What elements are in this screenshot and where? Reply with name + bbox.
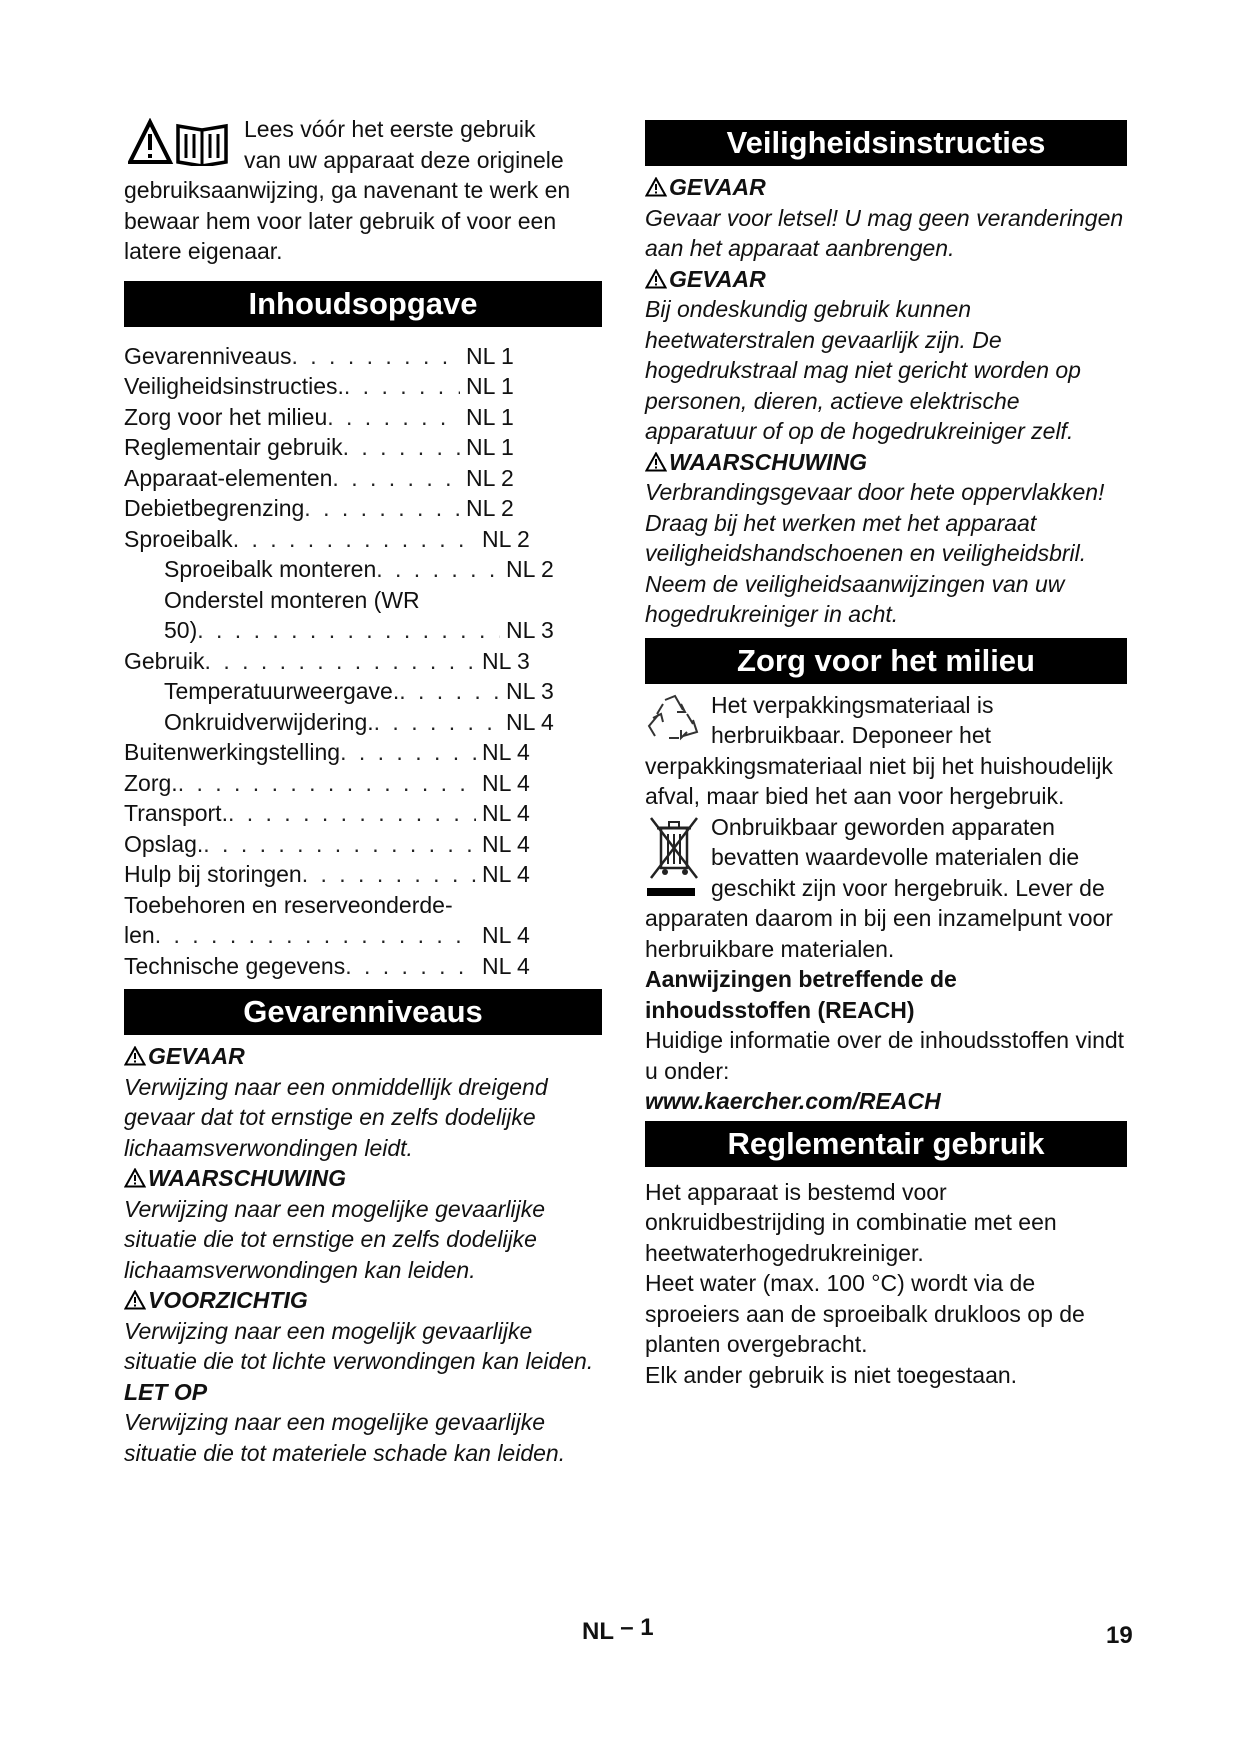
reach-title: Aanwijzingen betreffende de inhoudsstoffen (REACH) [645,966,957,1023]
environment-heading: Zorg voor het milieu [645,638,1127,684]
safety-text: Gevaar voor letsel! U mag geen veranderingen aan het apparaat aanbrengen. [645,204,1124,261]
left-column [124,114,602,1468]
intended-use-heading: Reglementair gebruik [645,1121,1127,1167]
right-column [645,114,1127,1390]
toc-item[interactable]: Veiligheidsinstructies. . . . NL 1 [124,371,528,402]
intended-use-p2: Heet water (max. 100 °C) wordt via de sproeiers aan de sproeibalk drukloos op de planten overgebracht. [645,1270,1085,1357]
toc-heading: Inhoudsopgave [124,281,602,327]
toc-item[interactable]: Transport. . . . NL 4 [124,798,544,829]
recycling-icon [645,692,703,748]
toc-item[interactable]: Sproeibalk . . . NL 2 [124,524,544,555]
toc-subitem[interactable]: Temperatuurweergave. . . . NL 3 [124,676,568,707]
toc-item[interactable]: Apparaat-elementen . . . NL 2 [124,463,528,494]
intro-text: gebruiksaanwijzing, ga navenant te werk en bewaar hem voor later gebruik of voor een latere eigenaar. [124,177,571,264]
toc-subitem[interactable]: Onkruidverwijdering. . . . NL 4 [124,707,568,738]
hazard-text-notice: Verwijzing naar een mogelijke gevaarlijke situatie die tot materiele schade kan leiden. [124,1409,566,1466]
toc-item[interactable]: Zorg voor het milieu . . . NL 1 [124,402,528,433]
toc-item[interactable]: Gebruik . . . NL 3 [124,646,544,677]
warning-triangle-icon [124,1168,146,1188]
crossed-bin-icon [645,814,703,898]
hazard-title-caution: VOORZICHTIG [124,1285,602,1316]
intended-use-section [645,1173,1127,1391]
intro-block [124,114,602,267]
safety-title-warning: WAARSCHUWING [645,447,1127,478]
safety-title-danger: GEVAAR [645,264,1127,295]
environment-section [645,690,1127,1117]
warning-manual-icon [128,118,238,166]
safety-extra-text: Draag bij het werken met het apparaat veiligheidshandschoenen en veiligheidsbril. Neem de veiligheidsaanwijzingen van uw hogedrukreiniger in acht. [645,509,1087,627]
reach-text: Huidige informatie over de inhoudsstoffen vindt u onder: [645,1027,1125,1084]
intro-line-1: Lees vóór het eerste gebruik [244,116,536,142]
hazard-text-caution: Verwijzing naar een mogelijk gevaarlijke situatie die tot lichte verwondingen kan leiden. [124,1317,594,1374]
warning-triangle-icon [645,269,667,289]
hazard-text-warning: Verwijzing naar een mogelijke gevaarlijke situatie die tot ernstige en zelfs dodelijke lichaamsverwondingen kan leiden. [124,1195,546,1283]
reach-link[interactable]: www.kaercher.com/REACH [645,1088,941,1114]
hazard-text-danger: Verwijzing naar een onmiddellijk dreigend gevaar dat tot ernstige en zelfs dodelijke lichaamsverwondingen leidt. [124,1073,548,1161]
intro-line-2: van uw apparaat deze originele [244,146,564,173]
toc-item[interactable]: Reglementair gebruik . . . NL 1 [124,432,528,463]
toc-subitem[interactable]: Sproeibalk monteren . . . NL 2 [124,554,568,585]
toc-item[interactable]: Zorg. . . . NL 4 [124,768,544,799]
hazard-title-danger: GEVAAR [124,1041,602,1072]
footer-section-label: NL – 1 [582,1614,654,1645]
warning-triangle-icon [124,1046,146,1066]
toc-item[interactable]: Opslag. . . . NL 4 [124,829,544,860]
hazard-title-warning: WAARSCHUWING [124,1163,602,1194]
toc-item[interactable]: Debietbegrenzing . . . NL 2 [124,493,528,524]
page-number: 19 [1106,1622,1133,1649]
safety-text: Verbrandingsgevaar door hete oppervlakken! [645,479,1105,505]
toc-subitem-line[interactable]: Onderstel monteren (WR [164,586,420,613]
table-of-contents [124,341,602,982]
hazard-levels-section [124,1041,602,1468]
disposal-paragraph: Onbruikbaar geworden apparaten bevatten waardevolle materialen die geschikt zijn voor hergebruik. Lever de apparaten daarom in bij een inzamelpunt voor herbruikbare materialen. [645,813,1113,962]
safety-text: Bij ondeskundig gebruik kunnen heetwaterstralen gevaarlijk zijn. De hogedrukstraal mag niet gericht worden op personen, dieren, actieve elektrische apparatuur of op de hogedrukreiniger zelf. [645,296,1081,444]
toc-item[interactable]: Buitenwerkingstelling . . . NL 4 [124,737,544,768]
warning-triangle-icon [645,452,667,472]
safety-heading: Veiligheidsinstructies [645,120,1127,166]
hazard-levels-heading: Gevarenniveaus [124,989,602,1035]
toc-item[interactable]: Gevarenniveaus . . . NL 1 [124,341,528,372]
warning-triangle-icon [124,1290,146,1310]
toc-item[interactable]: Technische gegevens . . . NL 4 [124,951,544,982]
toc-item-line[interactable]: Toebehoren en reserveonderde- [124,891,453,918]
packaging-paragraph: Het verpakkingsmateriaal is herbruikbaar. Deponeer het verpakkingsmateriaal niet bij het huishoudelijk afval, maar bied het aan voor hergebruik. [645,691,1113,809]
safety-title-danger: GEVAAR [645,172,1127,203]
toc-item[interactable]: Hulp bij storingen . . . NL 4 [124,859,544,890]
intended-use-p1: Het apparaat is bestemd voor onkruidbestrijding in combinatie met een heetwaterhogedrukreiniger. [645,1178,1057,1266]
warning-triangle-icon [645,177,667,197]
intended-use-p3: Elk ander gebruik is niet toegestaan. [645,1361,1018,1388]
toc-subitem[interactable]: 50) . . . NL 3 [124,615,568,646]
toc-item[interactable]: len . . . NL 4 [124,920,544,951]
safety-section [645,172,1127,630]
hazard-title-notice: LET OP [124,1378,208,1405]
